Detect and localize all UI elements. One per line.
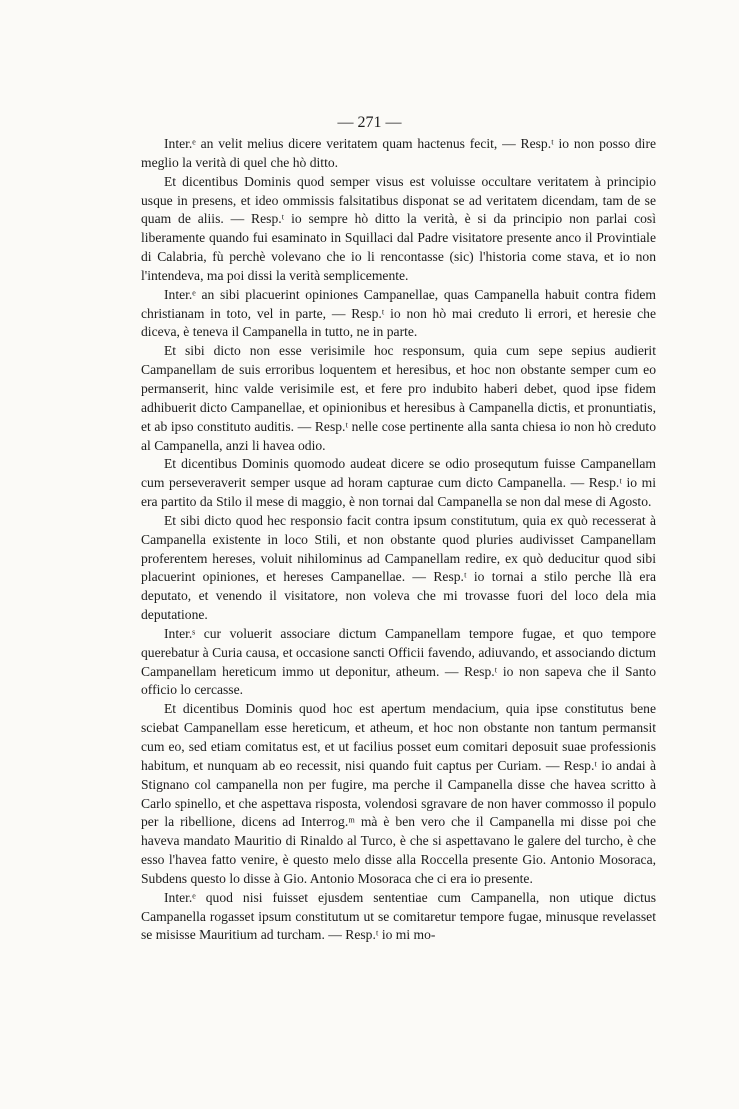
paragraph: Et dicentibus Dominis quod hoc est apertum mendacium, quia ipse constitutus bene sciebat Campanellam esse hereticum, et atheum, et hoc non obstante non tantum permansit cum eo, sed etiam comitatus est, et ut facilius posset eum comitari deposuit suae professionis habitum, et nunquam ab eo recessit, nisi quando fuit captus per Curiam. — Resp.ᵗ io andai à Stignano col campanella non per fugire, ma perche il Campanella disse che havea scritto à Carlo spinello, et che aspettava risposta, volendosi sgravare de non haver commosso il populo per la ribellione, dicens ad Interrog.ᵐ mà è ben vero che il Campanella mi disse poi che haveva mandato Mauritio di Rinaldo al Turco, è che si aspettavano le galere del turcho, è che esso l'havea fatto venire, è questo melo disse alla Roccella presente Gio. Antonio Mosoraca, Subdens questo lo disse à Gio. Antonio Mosoraca che ci era io presente. — [141, 701, 656, 886]
paragraph: Inter.ᵉ an sibi placuerint opiniones Campanellae, quas Campanella habuit contra fidem christianam in toto, vel in parte, — Resp.ᵗ io non hò mai creduto li errori, et heresie che diceva, è teneva il Campanella in tutto, ne in parte. — [141, 286, 656, 340]
paragraph: Et dicentibus Dominis quod semper visus est voluisse occultare veritatem à principio usque in presens, et ideo ommissis falsitatibus disponat se ad veritatem dicendam, tam de se quam de aliis. — Resp.ᵗ io sempre hò ditto la verità, è si da principio non parlai così liberamente quando fui esaminato in Squillaci dal Padre visitatore presente anco il Provintiale di Calabria, fù perchè volevano che io li rencontasse (sic) l'historia come stava, et io non l'intendeva, ma poi dissi la verità semplicemente. — [141, 173, 656, 283]
paragraph: Et dicentibus Dominis quomodo audeat dicere se odio prosequtum fuisse Campanellam cum perseveraverit semper usque ad horam capturae cum dicto Campanella. — Resp.ᵗ io mi era partito da Stilo il mese di maggio, è non tornai dal Campanella se non dal mese di Agosto. — [141, 456, 656, 510]
body-text — [141, 135, 656, 945]
page-number: — 271 — — [337, 114, 402, 131]
paragraph: Inter.ˢ cur voluerit associare dictum Campanellam tempore fugae, et quo tempore querebatur à Curia causa, et occasione sancti Officii favendo, adiuvando, et associando dictum Campanellam hereticum immo ut deponitur, atheum. — Resp.ᵗ io non sapeva che il Santo officio lo cercasse. — [141, 625, 656, 698]
paragraph: Inter.ᵉ quod nisi fuisset ejusdem sententiae cum Campanella, non utique dictus Campanella rogasset ipsum constitutum ut se comitaretur tempore fugae, minusque revelasset se misisse Mauritium ad turcham. — Resp.ᵗ io mi mo- — [141, 889, 656, 943]
paragraph: Et sibi dicto quod hec responsio facit contra ipsum constitutum, quia ex quò recesserat à Campanella existente in loco Stili, et non obstante quod pluries audivisset Campanellam proferentem hereses, voluit nihilominus ad Campanellam redire, ex quò deducitur quod sibi placuerint opiniones, et hereses Campanellae. — Resp.ᵗ io tornai a stilo perche llà era deputato, et venendo il visitatore, non voleva che mi trovasse fuori del loco dela mia deputatione. — [141, 512, 656, 623]
paragraph: Inter.ᵉ an velit melius dicere veritatem quam hactenus fecit, — Resp.ᵗ io non posso dire meglio la verità di quel che hò ditto. — [141, 136, 656, 170]
paragraph: Et sibi dicto non esse verisimile hoc responsum, quia cum sepe sepius audierit Campanellam de suis erroribus loquentem et heresibus, et hoc non obstante semper cum eo permanserit, hinc valde verisimile est, et fere pro indubito haberi debet, quod ipse fidem adhibuerit dicto Campanellae, et opinionibus et heresibus à Campanella dictis, et pronuntiatis, et ab ipso constituto auditis. — Resp.ᵗ nelle cose pertinente alla santa chiesa io non hò creduto al Campanella, anzi li havea odio. — [141, 343, 656, 453]
